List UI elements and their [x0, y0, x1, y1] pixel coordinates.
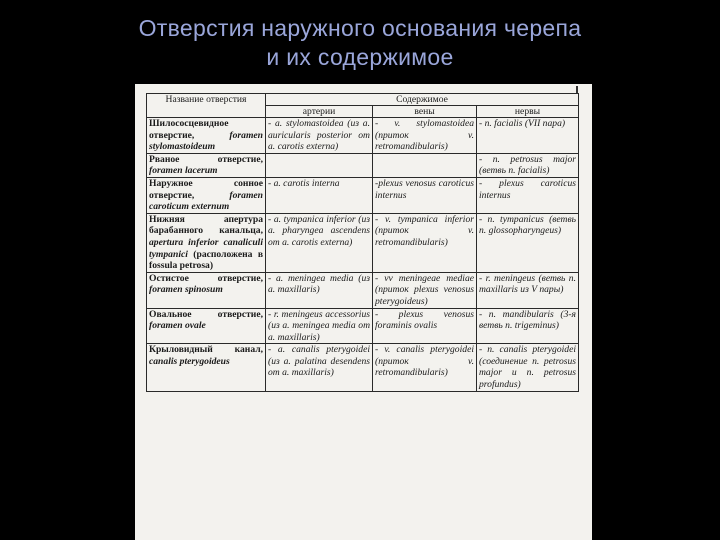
- foramen-name: Рваное отверстие,: [149, 153, 263, 165]
- scanned-table-image: [135, 84, 592, 540]
- cell-nerves: - n. canalis pterygoidei (соединение n. petrosus major и n. petrosus profundus): [477, 344, 579, 391]
- cell-nerves: - n. tympanicus (ветвь n. glossopharyngeus): [477, 213, 579, 272]
- cell-arteries: [266, 153, 373, 177]
- cell-arteries: - r. meningeus accessorius (из a. meningea media от a. maxillaris): [266, 308, 373, 344]
- table-row: [147, 153, 579, 177]
- foramen-latin: foramen spinosum: [149, 284, 223, 296]
- cell-veins: -plexus venosus caroticus internus: [373, 177, 477, 213]
- foramen-location-note: (расположена в fossula petrosa): [149, 248, 263, 272]
- cell-arteries: - a. stylomastoidea (из a. auricularis posterior от a. carotis externa): [266, 118, 373, 154]
- slide-title-line-1: Отверстия наружного основания черепа: [138, 15, 582, 41]
- slide-title-line-2: и их содержимое: [266, 44, 454, 70]
- foramen-latin: foramen caroticum externum: [149, 189, 263, 213]
- cell-name: [147, 272, 266, 308]
- foramen-name: Шилососцевидное отверстие,: [149, 118, 229, 141]
- cell-arteries: - a. tympanica inferior (из a. pharyngea ascendens от a. carotis externa): [266, 213, 373, 272]
- cell-nerves: - n. mandibularis (3-я ветвь n. trigeminus): [477, 308, 579, 344]
- cell-veins: [373, 153, 477, 177]
- header-contents: Содержимое: [266, 94, 579, 106]
- foramen-latin: foramen ovale: [149, 320, 206, 332]
- cell-nerves: - n. facialis (VII пара): [477, 118, 579, 154]
- cell-name: [147, 213, 266, 272]
- foramen-name: Наружное сонное отверстие,: [149, 177, 263, 201]
- cell-veins: - plexus venosus foraminis ovalis: [373, 308, 477, 344]
- cell-veins: - v. stylomastoidea (приток v. retromandibularis): [373, 118, 477, 154]
- foramen-name: Остистое отверстие,: [149, 272, 263, 284]
- cell-name: [147, 177, 266, 213]
- foramen-latin: foramen stylomastoideum: [149, 129, 263, 153]
- table-row: [147, 177, 579, 213]
- foramen-name: Овальное отверстие,: [149, 308, 263, 320]
- cell-nerves: - n. petrosus major (ветвь n. facialis): [477, 153, 579, 177]
- cell-arteries: - a. canalis pterygoidei (из a. palatina desendens от a. maxillaris): [266, 344, 373, 391]
- cell-arteries: - a. carotis interna: [266, 177, 373, 213]
- foramen-name: Крыловидный канал,: [149, 344, 263, 356]
- cell-name: [147, 344, 266, 391]
- table-row: [147, 213, 579, 272]
- cell-name: [147, 118, 266, 154]
- cell-veins: - v. tympanica inferior (приток v. retromandibularis): [373, 213, 477, 272]
- table-header-row: [147, 94, 579, 106]
- table-row: [147, 308, 579, 344]
- foramina-table: [146, 93, 579, 392]
- table-row: [147, 344, 579, 391]
- header-name: Название отверстия: [147, 94, 266, 118]
- foramen-latin: canalis pterygoideus: [149, 355, 230, 367]
- header-nerves: нервы: [477, 106, 579, 118]
- table-row: [147, 118, 579, 154]
- cell-veins: - v. canalis pterygoidei (приток v. retromandibularis): [373, 344, 477, 391]
- slide-title: [0, 14, 720, 72]
- cell-nerves: - plexus caroticus internus: [477, 177, 579, 213]
- scan-mark: [576, 86, 578, 93]
- cell-name: [147, 153, 266, 177]
- foramen-latin: foramen lacerum: [149, 165, 218, 177]
- cell-arteries: - a. meningea media (из a. maxillaris): [266, 272, 373, 308]
- foramen-name: Нижняя апертура барабанного канальца,: [149, 213, 263, 237]
- cell-nerves: - r. meningeus (ветвь n. maxillaris из V пары): [477, 272, 579, 308]
- header-veins: вены: [373, 106, 477, 118]
- cell-veins: - vv meningeae mediae (приток plexus venosus pterygoideus): [373, 272, 477, 308]
- header-arteries: артерии: [266, 106, 373, 118]
- table-row: [147, 272, 579, 308]
- cell-name: [147, 308, 266, 344]
- foramen-latin: apertura inferior canaliculi tympanici: [149, 236, 263, 260]
